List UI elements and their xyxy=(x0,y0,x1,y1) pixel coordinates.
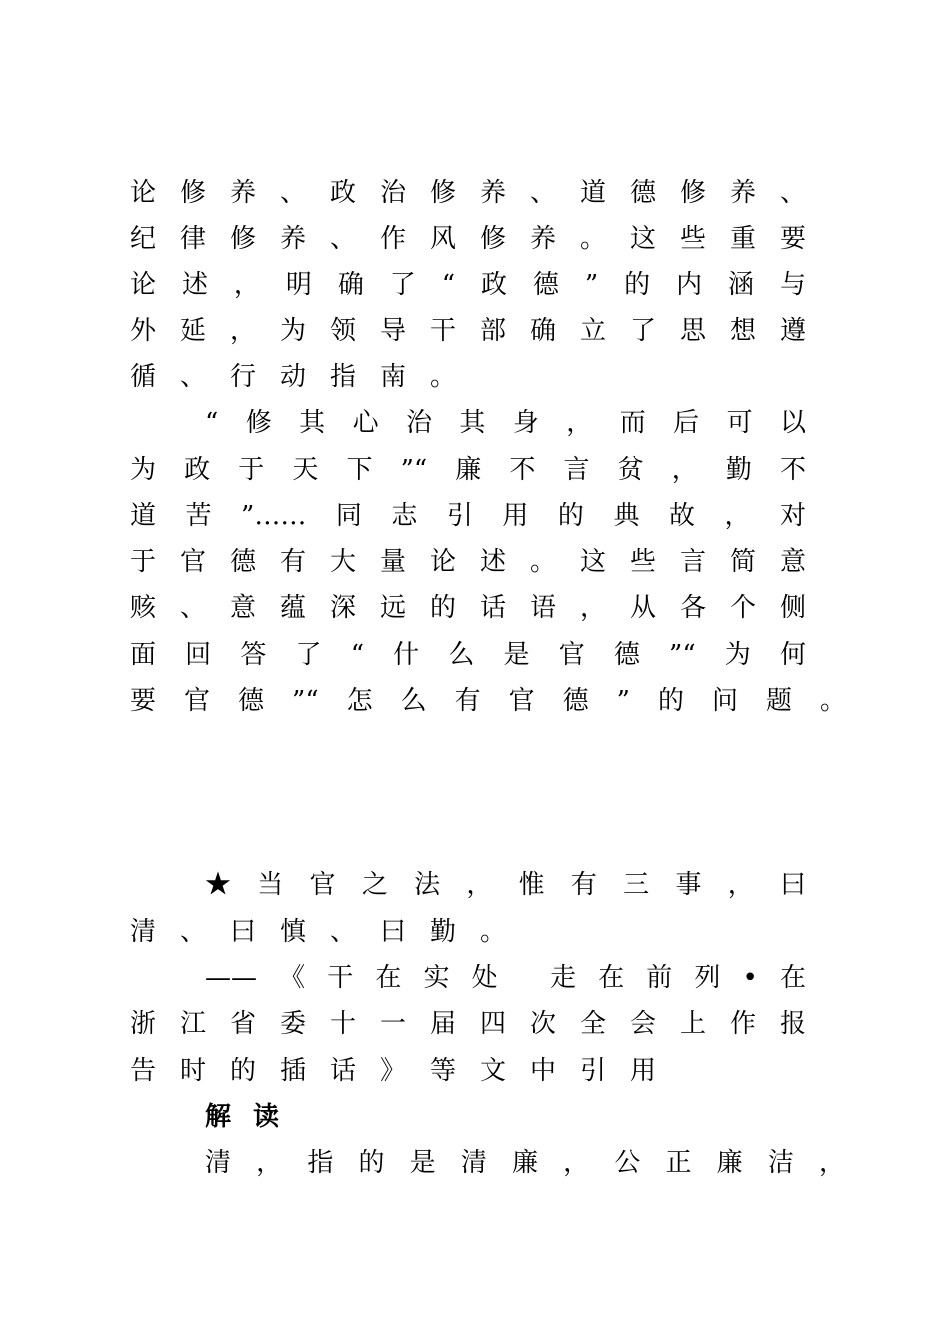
paragraph-line: 赅、意蕴深远的话语，从各个侧 xyxy=(130,593,806,623)
source-line: ——《干在实处 走在前列•在 xyxy=(205,963,806,993)
paragraph-line: 要官德”“怎么有官德”的问题。 xyxy=(130,686,846,716)
source-line: 浙江省委十一届四次全会上作报 xyxy=(130,1009,806,1039)
paragraph-line: 纪律修养、作风修养。这些重要 xyxy=(130,224,806,254)
paragraph-line: 清，指的是清廉，公正廉洁， xyxy=(205,1148,845,1178)
source-line: 告时的插话》等文中引用 xyxy=(130,1056,681,1086)
paragraph-line: 面回答了“什么是官德”“为何 xyxy=(130,640,806,670)
paragraph-line: 论修养、政治修养、道德修养、 xyxy=(130,178,806,208)
quote-line: ★当官之法，惟有三事，曰 xyxy=(205,870,806,900)
paragraph-line: 论述，明确了“政德”的内涵与 xyxy=(130,270,806,300)
section-heading: 解读 xyxy=(205,1102,302,1132)
paragraph-line: 外延，为领导干部确立了思想遵 xyxy=(130,316,806,346)
quote-line: 清、曰慎、曰勤。 xyxy=(130,917,531,947)
paragraph-line: “修其心治其身，而后可以 xyxy=(205,408,806,438)
paragraph-line: 循、行动指南。 xyxy=(130,362,481,392)
paragraph-line: 于官德有大量论述。这些言简意 xyxy=(130,547,806,577)
paragraph-line: 为政于天下”“廉不言贫，勤不 xyxy=(130,455,806,485)
paragraph-line: 道苦”……同志引用的典故，对 xyxy=(130,501,806,531)
